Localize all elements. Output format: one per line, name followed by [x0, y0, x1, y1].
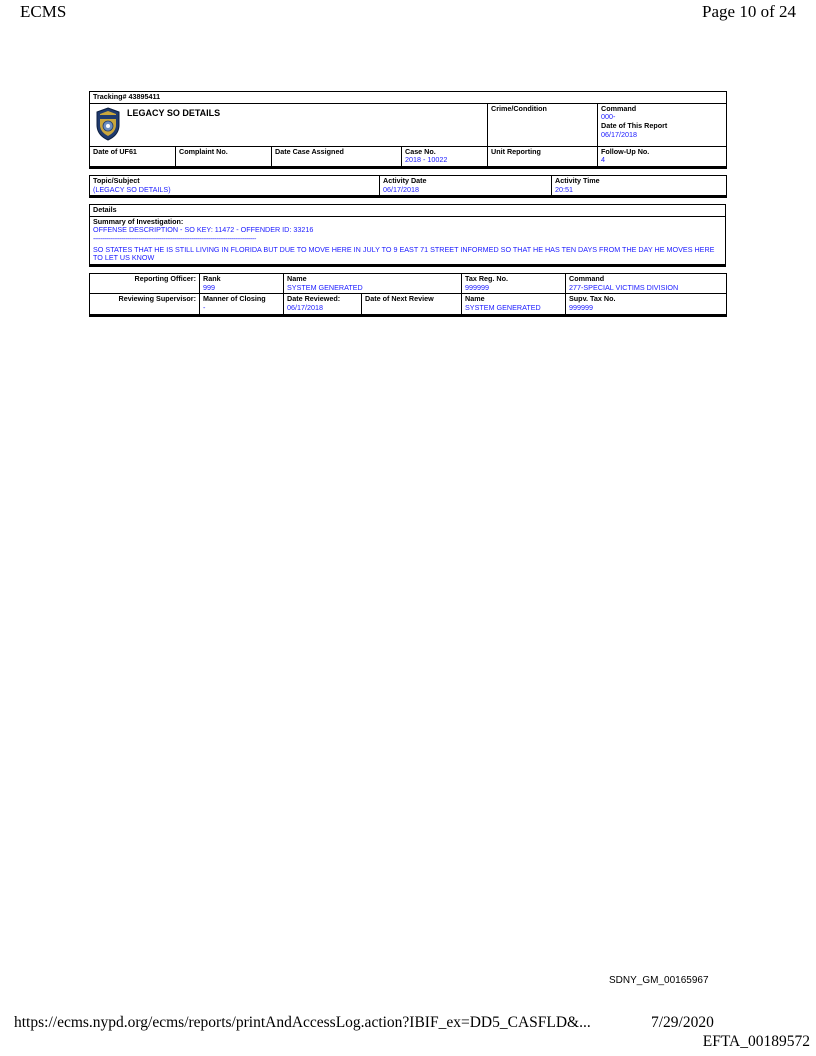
tax-reg-cell: Tax Reg. No. 999999	[462, 274, 566, 294]
rank-cell: Rank 999	[200, 274, 284, 294]
summary-line-1: OFFENSE DESCRIPTION - SO KEY: 11472 - OFFENDER ID: 33216	[93, 225, 314, 235]
tracking-number: Tracking# 43895411	[90, 92, 727, 104]
command2-cell: Command 277-SPECIAL VICTIMS DIVISION	[566, 274, 727, 294]
case-no-cell: Case No. 2018 - 10022	[402, 146, 488, 167]
command-cell: Command 000- Date of This Report 06/17/2018	[598, 103, 727, 146]
followup-cell: Follow-Up No. 4	[598, 146, 727, 167]
manner-cell: Manner of Closing -	[200, 294, 284, 315]
details-table	[89, 204, 726, 267]
name2-cell: Name SYSTEM GENERATED	[462, 294, 566, 315]
name-cell: Name SYSTEM GENERATED	[284, 274, 462, 294]
report-form	[89, 91, 726, 317]
topic-cell: Topic/Subject (LEGACY SO DETAILS)	[90, 175, 380, 196]
topic-table	[89, 175, 727, 198]
date-reviewed-cell: Date Reviewed: 06/17/2018	[284, 294, 362, 315]
efta-number: EFTA_00189572	[702, 1033, 810, 1050]
footer-url: https://ecms.nypd.org/ecms/reports/printAndAccessLog.action?IBIF_ex=DD5_CASFLD&...	[14, 1014, 591, 1031]
app-title: ECMS	[20, 2, 67, 21]
date-uf61-cell: Date of UF61	[90, 146, 176, 167]
date-assigned-cell: Date Case Assigned	[272, 146, 402, 167]
police-badge-icon	[95, 107, 121, 141]
print-date: 7/29/2020	[651, 1014, 714, 1031]
reviewing-supervisor-label: Reviewing Supervisor:	[90, 294, 200, 315]
report-title: LEGACY SO DETAILS	[127, 107, 221, 118]
details-header: Details	[90, 205, 726, 217]
summary-line-2: SO STATES THAT HE IS STILL LIVING IN FLORIDA BUT DUE TO MOVE HERE IN JULY TO 9 EAST 71 STREET INFORMED SO THAT HE HAS TEN DAYS FROM THE DAY HE MOVES HERE TO LET US KNOW	[93, 244, 715, 263]
title-cell	[90, 103, 488, 146]
summary-divider: --------------------------------------------------------------------------------------	[93, 234, 256, 244]
header-table	[89, 91, 727, 169]
complaint-no-cell: Complaint No.	[176, 146, 272, 167]
document-id: SDNY_GM_00165967	[609, 975, 709, 986]
next-review-cell: Date of Next Review	[362, 294, 462, 315]
crime-condition-cell: Crime/Condition	[488, 103, 598, 146]
page-number: Page 10 of 24	[702, 2, 796, 21]
reporting-officer-label: Reporting Officer:	[90, 274, 200, 294]
supv-tax-cell: Supv. Tax No. 999999	[566, 294, 727, 315]
unit-reporting-cell: Unit Reporting	[488, 146, 598, 167]
officer-table	[89, 273, 727, 317]
activity-time-cell: Activity Time 20:51	[552, 175, 727, 196]
activity-date-cell: Activity Date 06/17/2018	[380, 175, 552, 196]
summary-cell: Summary of Investigation: OFFENSE DESCRIPTION - SO KEY: 11472 - OFFENDER ID: 33216 -------------------------------------------------------------------------------------- SO STATES THAT HE IS STILL LIVING IN FLORIDA BUT DUE TO MOVE HERE IN JULY TO 9 EAST 71 STREET INFORMED SO THAT HE HAS TEN DAYS FROM THE DAY HE MOVES HERE TO LET US KNOW	[90, 216, 726, 265]
